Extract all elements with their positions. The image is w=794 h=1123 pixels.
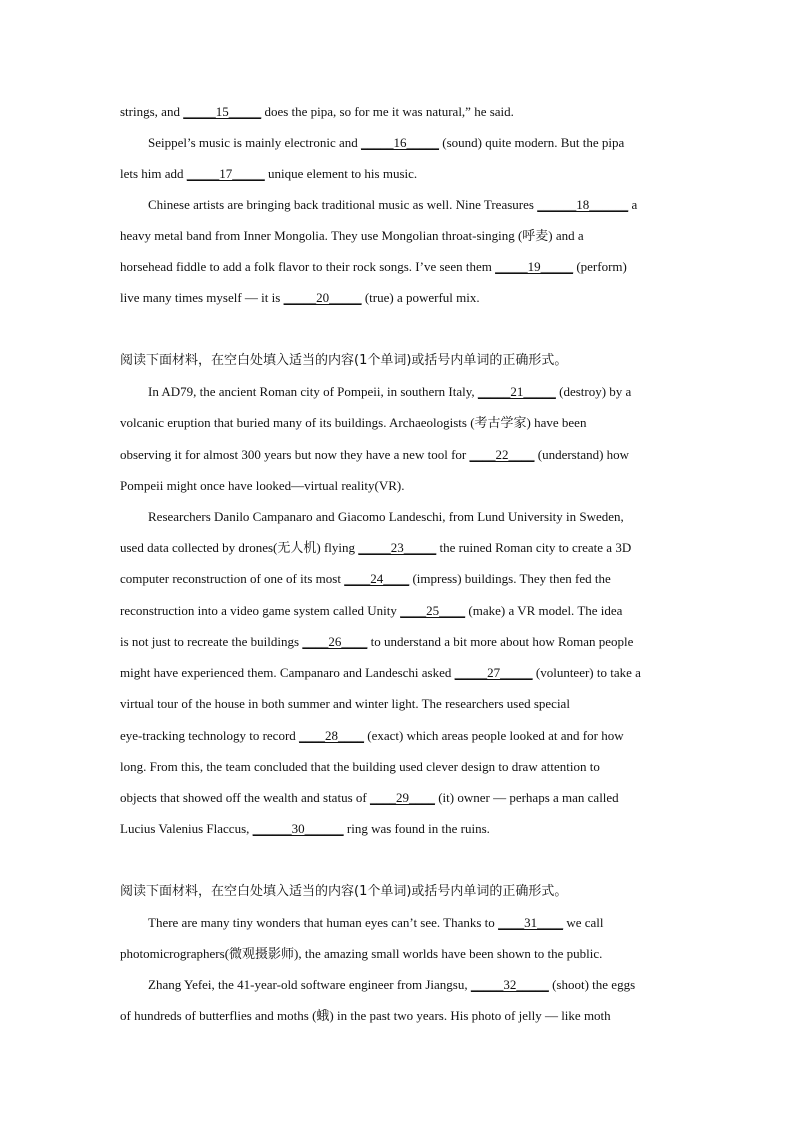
- blank-20[interactable]: _____20_____: [283, 290, 362, 305]
- text-segment: does the pipa, so for me it was natural,” he said.: [261, 104, 514, 119]
- section-instruction: 阅读下面材料，在空白处填入适当的内容(1个单词)或括号内单词的正确形式。: [120, 884, 568, 899]
- text-line: [120, 446, 629, 464]
- text-line: [120, 602, 622, 620]
- text-segment: Lucius Valenius Flaccus,: [120, 821, 253, 836]
- section-instruction: 阅读下面材料，在空白处填入适当的内容(1个单词)或括号内单词的正确形式。: [120, 353, 568, 368]
- text-segment: (shoot) the eggs: [548, 977, 636, 992]
- blank-17[interactable]: _____17_____: [186, 166, 265, 181]
- text-segment: volcanic eruption that buried many of its buildings. Archaeologists (考古学家) have been: [120, 415, 587, 430]
- text-line: [120, 258, 627, 276]
- text-segment: is not just to recreate the buildings: [120, 634, 303, 649]
- text-line: [120, 414, 586, 432]
- text-line: [120, 945, 602, 963]
- text-segment: (it) owner — perhaps a man called: [434, 790, 619, 805]
- text-segment: Chinese artists are bringing back traditional music as well. Nine Treasures: [148, 197, 538, 212]
- blank-22[interactable]: ____22____: [469, 447, 535, 462]
- text-segment: Researchers Danilo Campanaro and Giacomo Landeschi, from Lund University in Sweden,: [148, 509, 624, 524]
- text-segment: There are many tiny wonders that human eyes can’t see. Thanks to: [148, 915, 499, 930]
- text-segment: (make) a VR model. The idea: [465, 603, 623, 618]
- text-line: [120, 633, 633, 651]
- text-segment: to understand a bit more about how Roman people: [367, 634, 634, 649]
- blank-25[interactable]: ____25____: [400, 603, 466, 618]
- text-segment: reconstruction into a video game system called Unity: [120, 603, 401, 618]
- text-segment: unique element to his music.: [264, 166, 418, 181]
- text-line: [120, 820, 490, 838]
- text-segment: (sound) quite modern. But the pipa: [439, 135, 625, 150]
- text-segment: (exact) which areas people looked at and for how: [364, 728, 624, 743]
- text-line: [148, 383, 631, 401]
- text-segment: Zhang Yefei, the 41-year-old software engineer from Jiangsu,: [148, 977, 471, 992]
- text-segment: live many times myself — it is: [120, 290, 284, 305]
- text-segment: of hundreds of butterflies and moths (蛾) in the past two years. His photo of jelly — like moth: [120, 1008, 611, 1023]
- text-segment: (destroy) by a: [555, 384, 632, 399]
- text-line: [120, 103, 514, 121]
- text-line: [120, 477, 405, 495]
- blank-29[interactable]: ____29____: [369, 790, 435, 805]
- text-segment: computer reconstruction of one of its most: [120, 571, 345, 586]
- text-line: [120, 664, 641, 682]
- text-segment: the ruined Roman city to create a 3D: [436, 540, 632, 555]
- text-segment: strings, and: [120, 104, 184, 119]
- text-line: [148, 508, 624, 526]
- text-line: [120, 758, 600, 776]
- text-segment: might have experienced them. Campanaro and Landeschi asked: [120, 665, 455, 680]
- blank-32[interactable]: _____32_____: [470, 977, 549, 992]
- text-segment: used data collected by drones(无人机) flying: [120, 540, 359, 555]
- text-segment: In AD79, the ancient Roman city of Pompeii, in southern Italy,: [148, 384, 478, 399]
- text-segment: eye-tracking technology to record: [120, 728, 300, 743]
- blank-31[interactable]: ____31____: [498, 915, 564, 930]
- text-line: [148, 976, 635, 994]
- blank-24[interactable]: ____24____: [344, 571, 410, 586]
- text-segment: (understand) how: [534, 447, 630, 462]
- text-line: [148, 134, 624, 152]
- text-segment: (impress) buildings. They then fed the: [409, 571, 611, 586]
- text-segment: Seippel’s music is mainly electronic and: [148, 135, 362, 150]
- text-segment: a: [628, 197, 638, 212]
- text-segment: horsehead fiddle to add a folk flavor to their rock songs. I’ve seen them: [120, 259, 496, 274]
- text-segment: observing it for almost 300 years but now they have a new tool for: [120, 447, 470, 462]
- text-line: [148, 196, 637, 214]
- text-segment: lets him add: [120, 166, 187, 181]
- blank-19[interactable]: _____19_____: [495, 259, 574, 274]
- text-segment: (volunteer) to take a: [532, 665, 641, 680]
- blank-26[interactable]: ____26____: [302, 634, 368, 649]
- text-line: [120, 539, 631, 557]
- text-line: [120, 570, 611, 588]
- text-segment: (perform): [573, 259, 627, 274]
- text-segment: (true) a powerful mix.: [361, 290, 480, 305]
- text-segment: long. From this, the team concluded that the building used clever design to draw attention to: [120, 759, 600, 774]
- text-line: [120, 289, 480, 307]
- blank-27[interactable]: _____27_____: [454, 665, 533, 680]
- blank-21[interactable]: _____21_____: [477, 384, 556, 399]
- text-line: [120, 727, 624, 745]
- text-segment: Pompeii might once have looked—virtual reality(VR).: [120, 478, 405, 493]
- blank-30[interactable]: ______30______: [252, 821, 344, 836]
- text-line: [120, 789, 619, 807]
- text-segment: we call: [563, 915, 604, 930]
- blank-23[interactable]: _____23_____: [358, 540, 437, 555]
- text-line: [120, 227, 584, 245]
- blank-28[interactable]: ____28____: [299, 728, 365, 743]
- text-segment: objects that showed off the wealth and status of: [120, 790, 370, 805]
- text-segment: ring was found in the ruins.: [343, 821, 490, 836]
- text-segment: heavy metal band from Inner Mongolia. They use Mongolian throat-singing (呼麦) and a: [120, 228, 584, 243]
- blank-18[interactable]: ______18______: [537, 197, 629, 212]
- text-line: [120, 695, 570, 713]
- text-line: [148, 914, 603, 932]
- text-segment: photomicrographers(微观摄影师), the amazing small worlds have been shown to the public.: [120, 946, 603, 961]
- text-segment: virtual tour of the house in both summer and winter light. The researchers used special: [120, 696, 570, 711]
- text-line: [120, 165, 417, 183]
- text-line: [120, 1007, 611, 1025]
- blank-15[interactable]: _____15_____: [183, 104, 262, 119]
- blank-16[interactable]: _____16_____: [361, 135, 440, 150]
